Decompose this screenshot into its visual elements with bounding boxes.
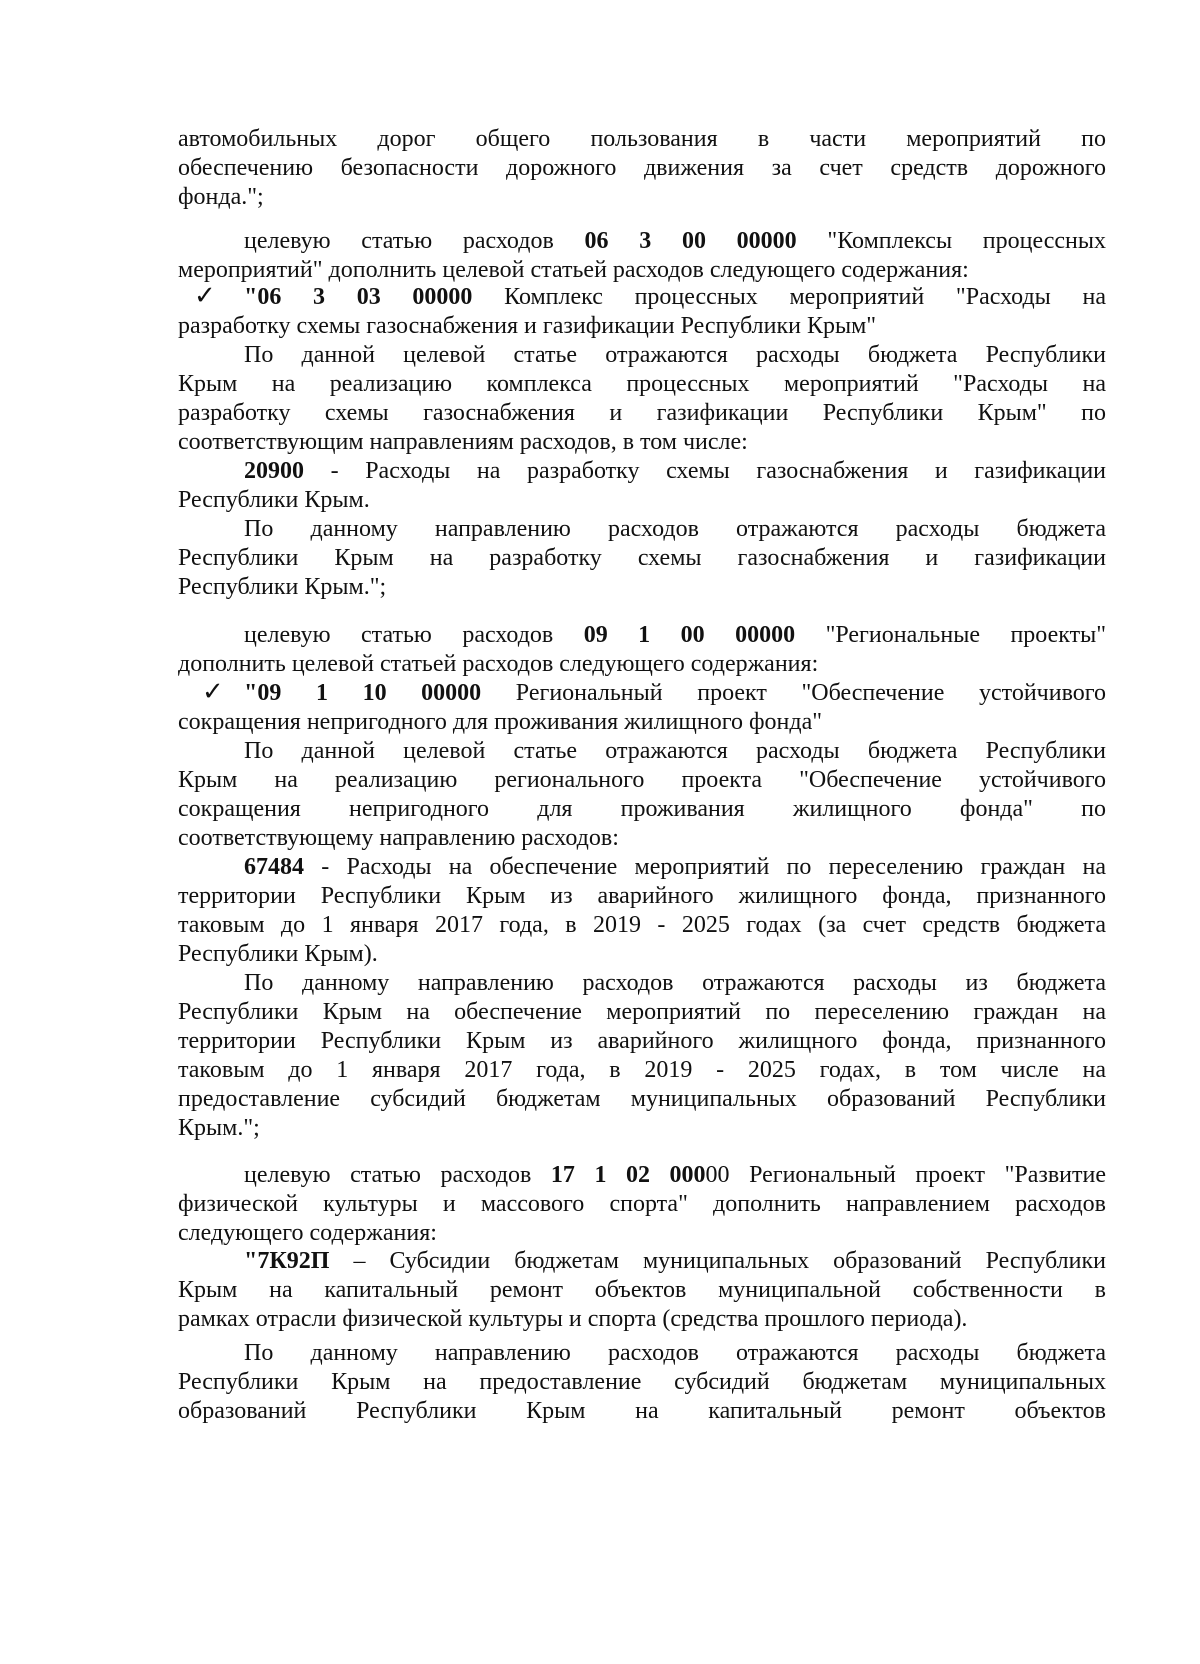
line-text: сокращения непригодного для проживания жилищного фонда" [178, 709, 823, 735]
line-text: – Субсидии бюджетам муниципальных образований Республики [329, 1248, 1106, 1274]
text-line [244, 1246, 1106, 1276]
text-line [178, 182, 1106, 212]
line-text: Республики Крым. [178, 487, 370, 513]
line-text: 00 Региональный проект "Развитие [705, 1162, 1106, 1188]
code-number: 06 3 00 00000 [584, 228, 797, 254]
line-text: По данному направлению расходов отражаются расходы из бюджета [244, 970, 1106, 996]
line-text: Региональный проект "Обеспечение устойчивого [481, 680, 1106, 706]
line-text: разработку схемы газоснабжения и газификации Республики Крым" [178, 313, 877, 339]
text-line [244, 968, 1106, 998]
line-text: Крым на реализацию комплекса процессных мероприятий "Расходы на [178, 371, 1106, 397]
checkmark-icon: ✓ [202, 677, 224, 706]
text-line [244, 1160, 1106, 1190]
text-line [178, 124, 1106, 154]
text-line [178, 1367, 1106, 1397]
checkmark-icon: ✓ [194, 281, 216, 310]
line-text: автомобильных дорог общего пользования в части мероприятий по [178, 126, 1106, 152]
code-number: 09 1 00 00000 [583, 622, 796, 648]
code-number: 17 1 02 000 [550, 1162, 706, 1188]
text-line [178, 765, 1106, 795]
text-line [178, 1304, 1106, 1334]
text-line [178, 1275, 1106, 1305]
line-text: обеспечению безопасности дорожного движения за счет средств дорожного [178, 155, 1106, 181]
line-text: - Расходы на разработку схемы газоснабжения и газификации [304, 458, 1106, 484]
line-text: "Комплексы процессных [796, 228, 1106, 254]
text-line [178, 1055, 1106, 1085]
text-line [178, 707, 1106, 737]
line-text: Республики Крым на разработку схемы газоснабжения и газификации [178, 545, 1106, 571]
line-text: "Региональные проекты" [795, 622, 1106, 648]
line-text: рамках отрасли физической культуры и спорта (средства прошлого периода). [178, 1306, 968, 1332]
text-line [178, 1113, 1106, 1143]
line-text: предоставление субсидий бюджетам муниципальных образований Республики [178, 1086, 1106, 1112]
line-text: По данному направлению расходов отражаются расходы бюджета [244, 516, 1106, 542]
text-line [178, 910, 1106, 940]
line-text: По данной целевой статье отражаются расходы бюджета Республики [244, 738, 1106, 764]
line-text: Республики Крым на предоставление субсидий бюджетам муниципальных [178, 1369, 1106, 1395]
text-line [178, 1396, 1106, 1426]
text-line [244, 226, 1106, 256]
line-text: образований Республики Крым на капитальный ремонт объектов [178, 1398, 1106, 1424]
text-line [244, 1338, 1106, 1368]
line-text: Республики Крым."; [178, 574, 387, 600]
text-line [178, 572, 1106, 602]
line-text: таковым до 1 января 2017 года, в 2019 - 2025 годах (за счет средств бюджета [178, 912, 1106, 938]
line-text: следующего содержания: [178, 1220, 437, 1246]
code-number: "06 3 03 00000 [244, 284, 473, 310]
text-line [178, 398, 1106, 428]
text-line [178, 1218, 1106, 1248]
text-line [244, 852, 1106, 882]
text-line [178, 939, 1106, 969]
text-line [244, 340, 1106, 370]
text-line [178, 794, 1106, 824]
text-line [178, 543, 1106, 573]
text-line [178, 1084, 1106, 1114]
line-text: разработку схемы газоснабжения и газификации Республики Крым" по [178, 400, 1106, 426]
line-text: - Расходы на обеспечение мероприятий по переселению граждан на [304, 854, 1106, 880]
text-line [178, 823, 1106, 853]
line-text: Республики Крым на обеспечение мероприятий по переселению граждан на [178, 999, 1106, 1025]
text-line [178, 1189, 1106, 1219]
line-text: сокращения непригодного для проживания жилищного фонда" по [178, 796, 1106, 822]
line-text: целевую статью расходов [244, 1162, 551, 1188]
line-text: По данной целевой статье отражаются расходы бюджета Республики [244, 342, 1106, 368]
text-line [244, 620, 1106, 650]
text-line [178, 153, 1106, 183]
text-line [244, 514, 1106, 544]
text-line [178, 311, 1106, 341]
line-text: Республики Крым). [178, 941, 378, 967]
line-text: фонда."; [178, 184, 264, 210]
text-line [178, 485, 1106, 515]
text-line [178, 255, 1106, 285]
text-line [178, 997, 1106, 1027]
text-line [178, 427, 1106, 457]
code-number: 67484 [244, 854, 304, 880]
line-text: дополнить целевой статьей расходов следующего содержания: [178, 651, 819, 677]
code-number: "7К92П [244, 1248, 330, 1274]
line-text: По данному направлению расходов отражаются расходы бюджета [244, 1340, 1106, 1366]
line-text: Крым на реализацию регионального проекта "Обеспечение устойчивого [178, 767, 1106, 793]
text-line [178, 649, 1106, 679]
line-text: мероприятий" дополнить целевой статьей расходов следующего содержания: [178, 257, 969, 283]
line-text: целевую статью расходов [244, 622, 584, 648]
line-text: Крым на капитальный ремонт объектов муниципальной собственности в [178, 1277, 1106, 1303]
text-line [244, 282, 1106, 312]
line-text: территории Республики Крым из аварийного жилищного фонда, признанного [178, 883, 1106, 909]
line-text: Комплекс процессных мероприятий "Расходы на [472, 284, 1106, 310]
code-number: 20900 [244, 458, 304, 484]
text-line [178, 1026, 1106, 1056]
line-text: соответствующим направлениям расходов, в том числе: [178, 429, 748, 455]
text-line [244, 736, 1106, 766]
line-text: территории Республики Крым из аварийного жилищного фонда, признанного [178, 1028, 1106, 1054]
text-line [244, 678, 1106, 708]
line-text: соответствующему направлению расходов: [178, 825, 619, 851]
code-number: "09 1 10 00000 [244, 680, 482, 706]
line-text: физической культуры и массового спорта" дополнить направлением расходов [178, 1191, 1106, 1217]
text-line [244, 456, 1106, 486]
line-text: Крым."; [178, 1115, 260, 1141]
text-line [178, 369, 1106, 399]
line-text: таковым до 1 января 2017 года, в 2019 - 2025 годах, в том числе на [178, 1057, 1106, 1083]
text-line [178, 881, 1106, 911]
line-text: целевую статью расходов [244, 228, 585, 254]
